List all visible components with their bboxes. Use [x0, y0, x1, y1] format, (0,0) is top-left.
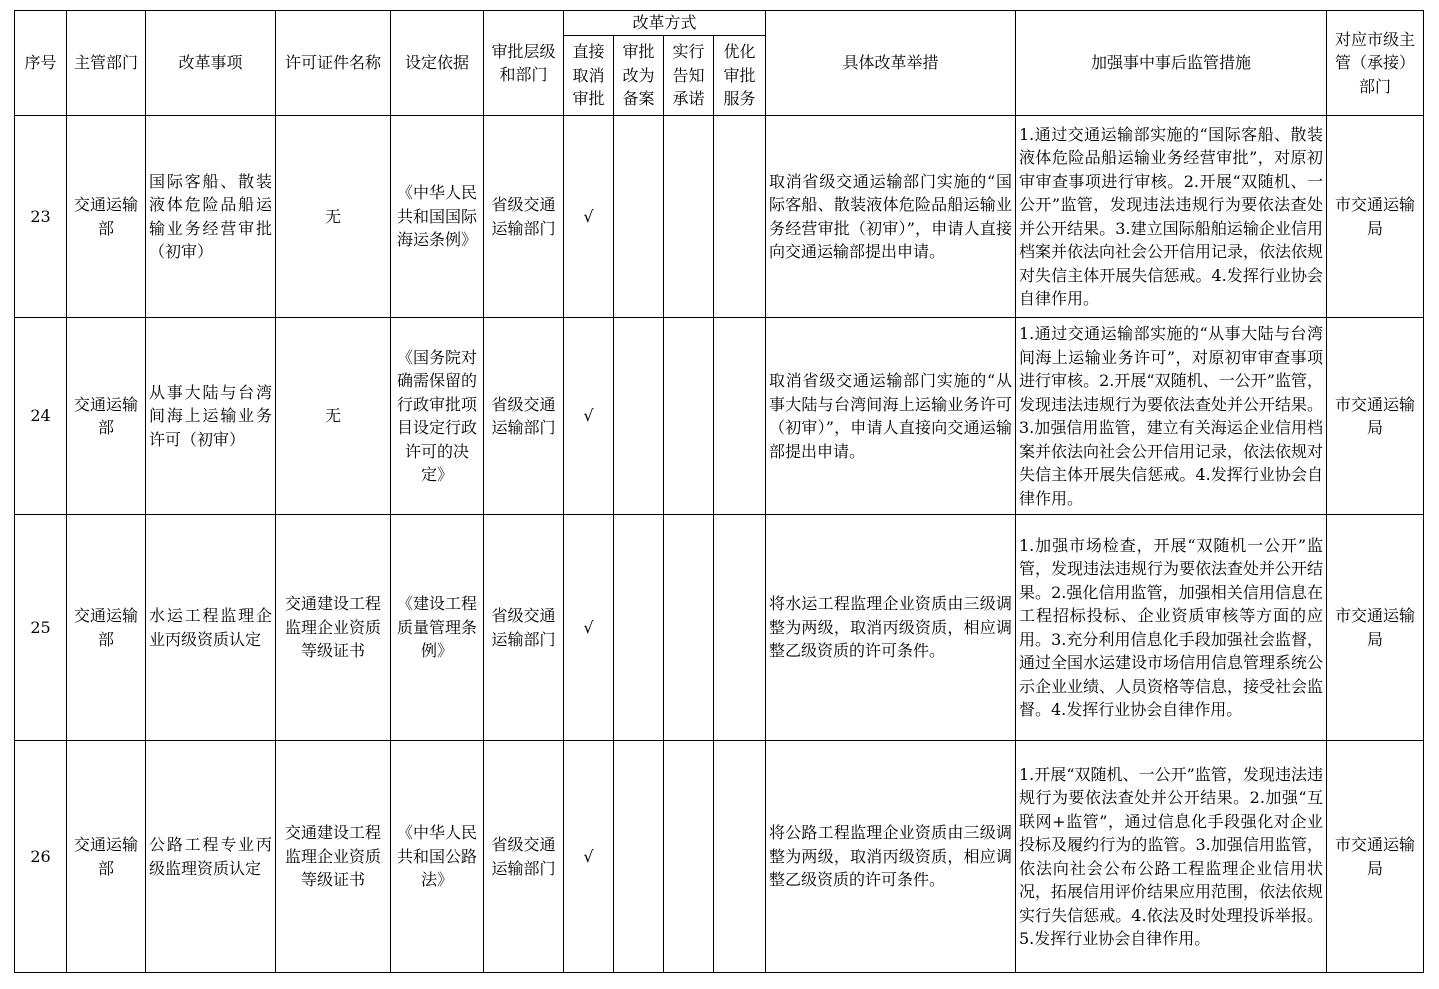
header-method-cancel: 直接取消审批 [564, 36, 614, 116]
cell-method-notice [664, 741, 714, 973]
cell-cert: 交通建设工程监理企业资质等级证书 [276, 741, 391, 973]
header-supervise: 加强事中事后监管措施 [1016, 11, 1327, 116]
cell-measure: 取消省级交通运输部门实施的“从事大陆与台湾间海上运输业务许可（初审）”，申请人直接向交通运输部提出申请。 [766, 318, 1016, 515]
cell-basis: 《建设工程质量管理条例》 [391, 515, 484, 741]
cell-method-cancel: √ [564, 116, 614, 318]
cell-basis: 《中华人民共和国国际海运条例》 [391, 116, 484, 318]
table-row [15, 515, 1424, 741]
cell-dept: 交通运输部 [67, 116, 146, 318]
header-basis: 设定依据 [391, 11, 484, 116]
cell-supervise: 1.加强市场检查，开展“双随机一公开”监管，发现违法违规行为要依法查处并公开结果。2.强化信用监管，加强相关信用信息在工程招标投标、企业资质审核等方面的应用。3.充分利用信息化手段加强社会监督，通过全国水运建设市场信用信息管理系统公示企业业绩、人员资格等信息，接受社会监督。4.发挥行业协会自律作用。 [1016, 515, 1327, 741]
cell-item: 从事大陆与台湾间海上运输业务许可（初审） [146, 318, 276, 515]
cell-cert: 交通建设工程监理企业资质等级证书 [276, 515, 391, 741]
cell-seq: 23 [15, 116, 67, 318]
header-dept: 主管部门 [67, 11, 146, 116]
header-measure: 具体改革举措 [766, 11, 1016, 116]
cell-level: 省级交通运输部门 [484, 515, 564, 741]
cell-level: 省级交通运输部门 [484, 741, 564, 973]
cell-item: 国际客船、散装液体危险品船运输业务经营审批（初审） [146, 116, 276, 318]
header-city: 对应市级主管（承接）部门 [1327, 11, 1424, 116]
cell-supervise: 1.开展“双随机、一公开”监管，发现违法违规行为要依法查处并公开结果。2.加强“互联网+监管”，通过信息化手段强化对企业投标及履约行为的监管。3.加强信用监管，依法向社会公布公路工程监理企业信用状况，拓展信用评价结果应用范围，依法依规实行失信惩戒。4.依法及时处理投诉举报。5.发挥行业协会自律作用。 [1016, 741, 1327, 973]
cell-dept: 交通运输部 [67, 318, 146, 515]
cell-method-optimize [714, 741, 766, 973]
cell-basis: 《中华人民共和国公路法》 [391, 741, 484, 973]
table-row [15, 741, 1424, 973]
cell-item: 水运工程监理企业丙级资质认定 [146, 515, 276, 741]
cell-method-notice [664, 318, 714, 515]
cell-city: 市交通运输局 [1327, 318, 1424, 515]
cell-method-filing [614, 116, 664, 318]
header-method-notice: 实行告知承诺 [664, 36, 714, 116]
cell-method-filing [614, 741, 664, 973]
cell-seq: 24 [15, 318, 67, 515]
cell-dept: 交通运输部 [67, 741, 146, 973]
cell-method-cancel: √ [564, 741, 614, 973]
header-method-optimize: 优化审批服务 [714, 36, 766, 116]
cell-method-filing [614, 515, 664, 741]
cell-supervise: 1.通过交通运输部实施的“从事大陆与台湾间海上运输业务许可”，对原初审审查事项进行审核。2.开展“双随机、一公开”监管，发现违法违规行为要依法查处并公开结果。3.加强信用监管，建立有关海运企业信用档案并依法向社会公开信用记录，依法依规对失信主体开展失信惩戒。4.发挥行业协会自律作用。 [1016, 318, 1327, 515]
cell-method-notice [664, 116, 714, 318]
header-seq: 序号 [15, 11, 67, 116]
cell-method-notice [664, 515, 714, 741]
cell-basis: 《国务院对确需保留的行政审批项目设定行政许可的决定》 [391, 318, 484, 515]
header-method-group: 改革方式 [564, 11, 766, 36]
cell-item: 公路工程专业丙级监理资质认定 [146, 741, 276, 973]
cell-seq: 26 [15, 741, 67, 973]
table-row [15, 116, 1424, 318]
cell-method-cancel: √ [564, 318, 614, 515]
cell-seq: 25 [15, 515, 67, 741]
cell-method-optimize [714, 318, 766, 515]
cell-city: 市交通运输局 [1327, 741, 1424, 973]
reform-items-table [14, 10, 1424, 973]
header-method-filing: 审批改为备案 [614, 36, 664, 116]
cell-method-optimize [714, 116, 766, 318]
table-row [15, 318, 1424, 515]
cell-method-cancel: √ [564, 515, 614, 741]
cell-method-filing [614, 318, 664, 515]
cell-supervise: 1.通过交通运输部实施的“国际客船、散装液体危险品船运输业务经营审批”，对原初审审查事项进行审核。2.开展“双随机、一公开”监管，发现违法违规行为要依法查处并公开结果。3.建立国际船舶运输企业信用档案并依法向社会公开信用记录，依法依规对失信主体开展失信惩戒。4.发挥行业协会自律作用。 [1016, 116, 1327, 318]
cell-city: 市交通运输局 [1327, 116, 1424, 318]
cell-city: 市交通运输局 [1327, 515, 1424, 741]
cell-method-optimize [714, 515, 766, 741]
cell-level: 省级交通运输部门 [484, 318, 564, 515]
cell-dept: 交通运输部 [67, 515, 146, 741]
header-item: 改革事项 [146, 11, 276, 116]
cell-measure: 取消省级交通运输部门实施的“国际客船、散装液体危险品船运输业务经营审批（初审）”，申请人直接向交通运输部提出申请。 [766, 116, 1016, 318]
cell-level: 省级交通运输部门 [484, 116, 564, 318]
cell-cert: 无 [276, 318, 391, 515]
cell-cert: 无 [276, 116, 391, 318]
header-cert: 许可证件名称 [276, 11, 391, 116]
header-level: 审批层级和部门 [484, 11, 564, 116]
cell-measure: 将水运工程监理企业资质由三级调整为两级，取消丙级资质，相应调整乙级资质的许可条件。 [766, 515, 1016, 741]
cell-measure: 将公路工程监理企业资质由三级调整为两级，取消丙级资质，相应调整乙级资质的许可条件。 [766, 741, 1016, 973]
